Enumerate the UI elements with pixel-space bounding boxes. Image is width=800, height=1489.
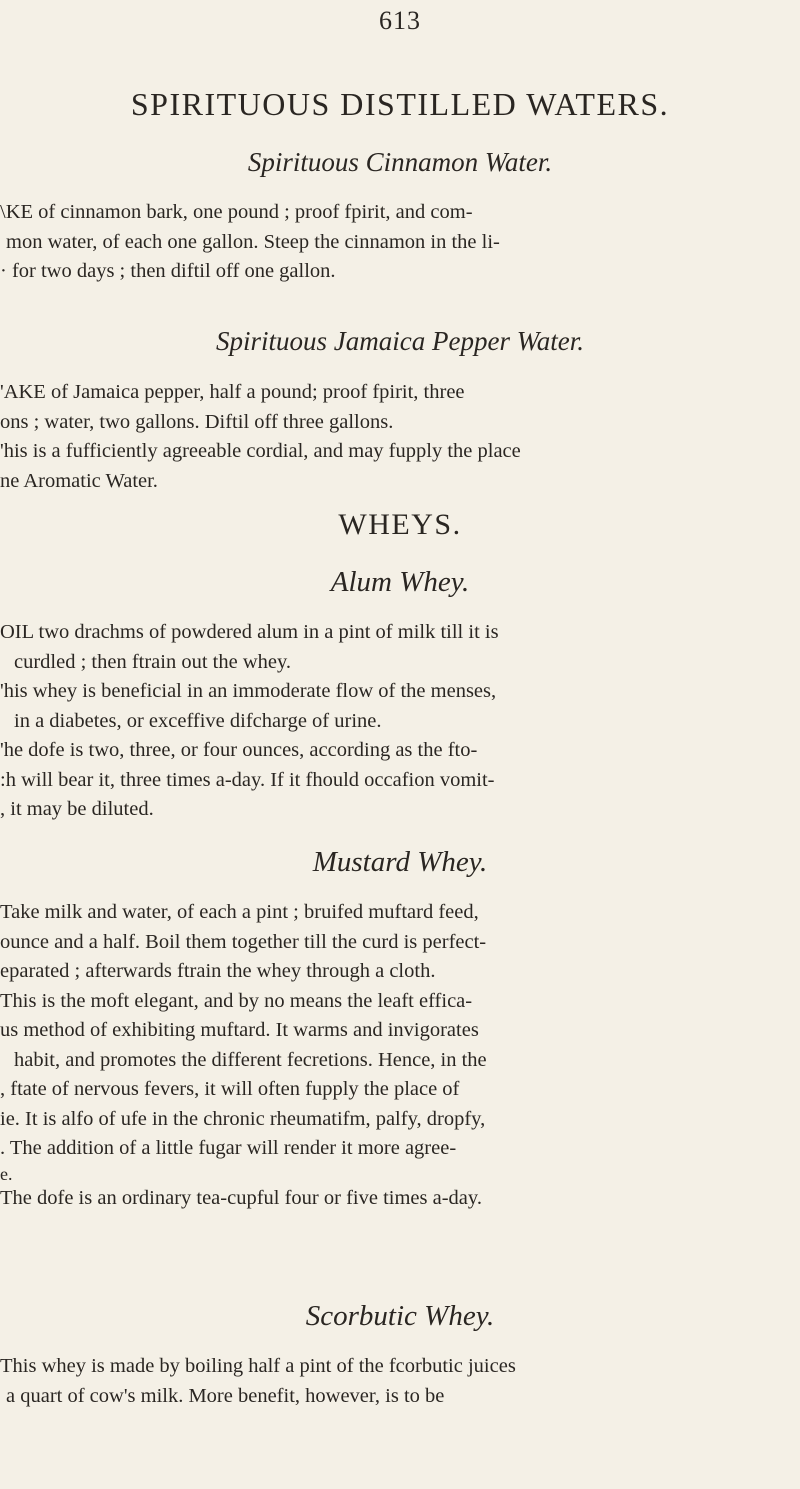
text-line: e. [0,1163,13,1184]
scorbutic-whey-recipe [0,1352,792,1411]
text-line: habit, and promotes the different fecretions. Hence, in the [14,1048,487,1071]
text-line: , ftate of nervous fevers, it will often fupply the place of [0,1078,460,1100]
text-line: a quart of cow's milk. More benefit, however, is to be [6,1384,445,1407]
pepper-water-heading: Spirituous Jamaica Pepper Water. [216,326,584,356]
text-line: 'his whey is beneficial in an immoderate flow of the menses, [0,680,497,702]
text-line: \KE of cinnamon bark, one pound ; proof fpirit, and com- [0,201,473,223]
text-line: Take milk and water, of each a pint ; bruifed muftard feed, [0,901,479,923]
text-line: eparated ; afterwards ftrain the whey through a cloth. [0,960,436,982]
mustard-whey-heading: Mustard Whey. [312,846,488,878]
text-line: · for two days ; then diftil off one gallon. [0,260,336,282]
text-line: ounce and a half. Boil them together till the curd is perfect- [0,930,487,953]
cinnamon-water-heading: Spirituous Cinnamon Water. [247,147,553,177]
section-title: SPIRITUOUS DISTILLED WATERS. [130,86,670,122]
text-line: This is the moft elegant, and by no means the leaft effica- [0,989,473,1012]
text-line: in a diabetes, or exceffive difcharge of urine. [14,709,382,732]
text-line: ne Aromatic Water. [0,469,158,492]
text-line: ons ; water, two gallons. Diftil off three gallons. [0,410,394,433]
cinnamon-water-recipe [0,198,792,287]
text-line: us method of exhibiting muftard. It warms and invigorates [0,1019,479,1041]
scorbutic-whey-heading: Scorbutic Whey. [305,1300,495,1332]
text-line: :h will bear it, three times a-day. If it fhould occafion vomit- [0,768,495,791]
text-line: 'he dofe is two, three, or four ounces, according as the fto- [0,739,478,761]
text-line: ie. It is alfo of ufe in the chronic rheumatifm, palfy, dropfy, [0,1107,486,1130]
text-line: This whey is made by boiling half a pint of the fcorbutic juices [0,1355,516,1377]
pepper-water-recipe [0,378,792,496]
alum-whey-recipe [0,618,792,825]
text-line: OIL two drachms of powdered alum in a pint of milk till it is [0,621,499,643]
text-line: 'AKE of Jamaica pepper, half a pound; proof fpirit, three [0,381,465,403]
text-line: curdled ; then ftrain out the whey. [14,650,292,673]
mustard-whey-recipe [0,898,792,1213]
text-line: mon water, of each one gallon. Steep the cinnamon in the li- [6,230,500,253]
text-line: The dofe is an ordinary tea-cupful four or five times a-day. [0,1186,482,1209]
text-line: . The addition of a little fugar will render it more agree- [0,1137,457,1159]
alum-whey-heading: Alum Whey. [330,566,470,598]
text-line: , it may be diluted. [0,798,154,820]
page-number: 613 [379,6,421,35]
text-line: 'his is a fufficiently agreeable cordial, and may fupply the place [0,440,521,462]
wheys-section-title: WHEYS. [338,508,462,541]
